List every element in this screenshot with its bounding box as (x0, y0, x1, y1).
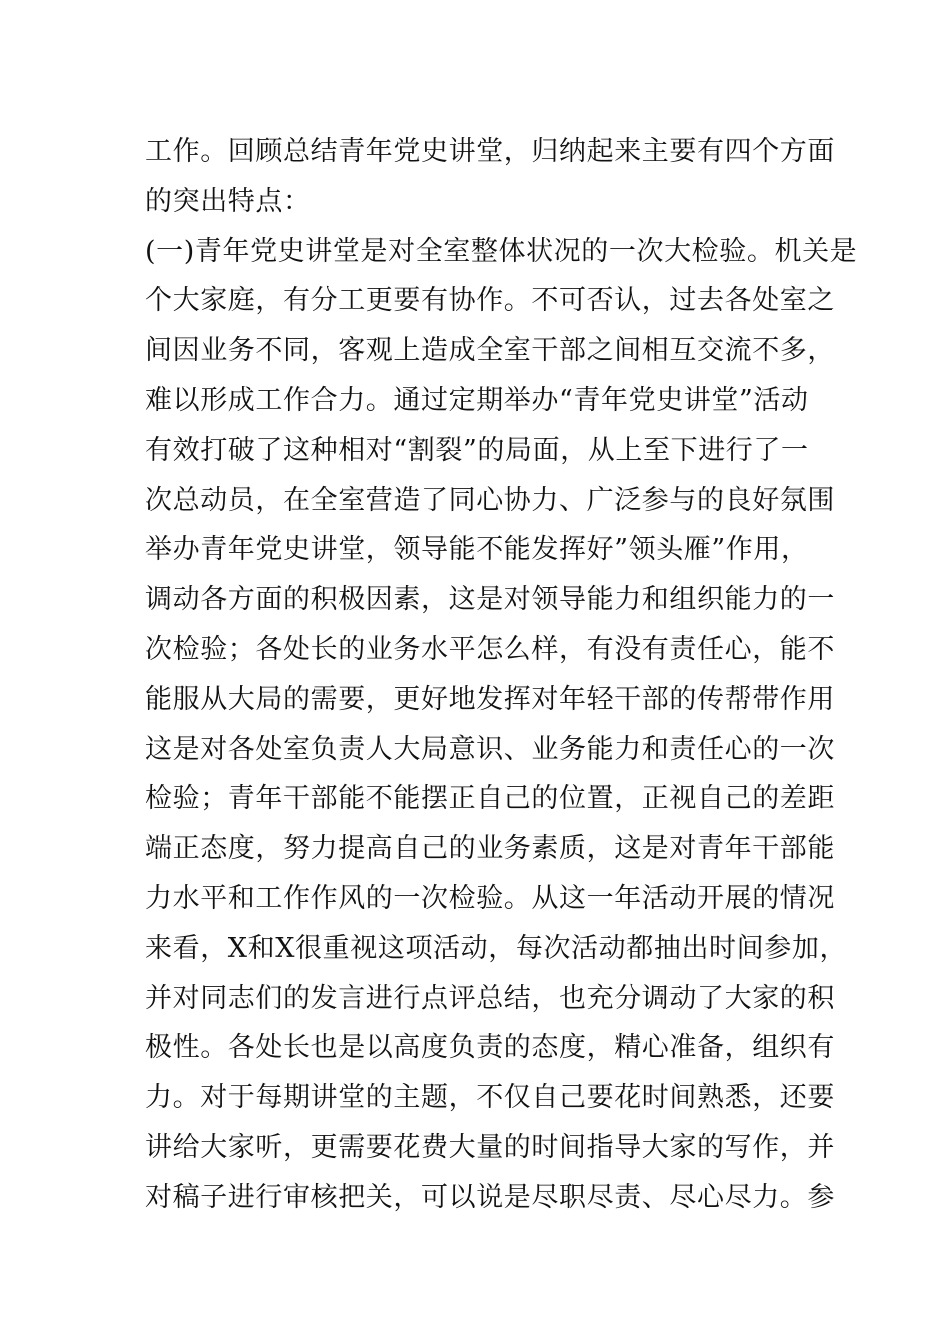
text-line: 的突出特点： (145, 185, 311, 217)
text-line: 工作。回顾总结青年党史讲堂，归纳起来主要有四个方面 (145, 136, 835, 167)
text-line: 能服从大局的需要，更好地发挥对年轻干部的传帮带作用 (145, 683, 835, 715)
text-line: 次总动员，在全室营造了同心协力、广泛参与的良好氛围 (145, 484, 835, 516)
text-line: 检验；青年干部能不能摆正自己的位置，正视自己的差距 (145, 783, 835, 815)
text-line: 个大家庭，有分工更要有协作。不可否认，过去各处室之 (145, 285, 835, 317)
text-line: 调动各方面的积极因素，这是对领导能力和组织能力的一 (145, 584, 835, 616)
text-line: (一)青年党史讲堂是对全室整体状况的一次大检验。机关是 (145, 235, 858, 267)
text-line: 对稿子进行审核把关，可以说是尽职尽责、尽心尽力。参 (145, 1181, 835, 1213)
text-line: 来看，X和X很重视这项活动，每次活动都抽出时间参加， (145, 932, 848, 964)
text-line: 间因业务不同，客观上造成全室干部之间相互交流不多， (145, 335, 835, 367)
body-text (145, 131, 858, 1227)
text-line: 这是对各处室负责人大局意识、业务能力和责任心的一次 (145, 733, 835, 765)
text-line: 有效打破了这种相对“割裂”的局面，从上至下进行了一 (145, 434, 809, 466)
text-line: 举办青年党史讲堂，领导能不能发挥好”领头雁”作用， (145, 534, 809, 566)
text-line: 讲给大家听，更需要花费大量的时间指导大家的写作，并 (145, 1131, 835, 1163)
text-line: 力水平和工作作风的一次检验。从这一年活动开展的情况 (145, 882, 835, 914)
text-line: 并对同志们的发言进行点评总结，也充分调动了大家的积 (145, 982, 835, 1014)
text-line: 难以形成工作合力。通过定期举办“青年党史讲堂”活动 (145, 384, 809, 416)
text-line: 极性。各处长也是以高度负责的态度，精心准备，组织有 (145, 1032, 835, 1064)
text-line: 次检验；各处长的业务水平怎么样，有没有责任心，能不 (145, 633, 835, 665)
text-line: 端正态度，努力提高自己的业务素质，这是对青年干部能 (145, 833, 835, 865)
text-line: 力。对于每期讲堂的主题，不仅自己要花时间熟悉，还要 (145, 1082, 835, 1114)
